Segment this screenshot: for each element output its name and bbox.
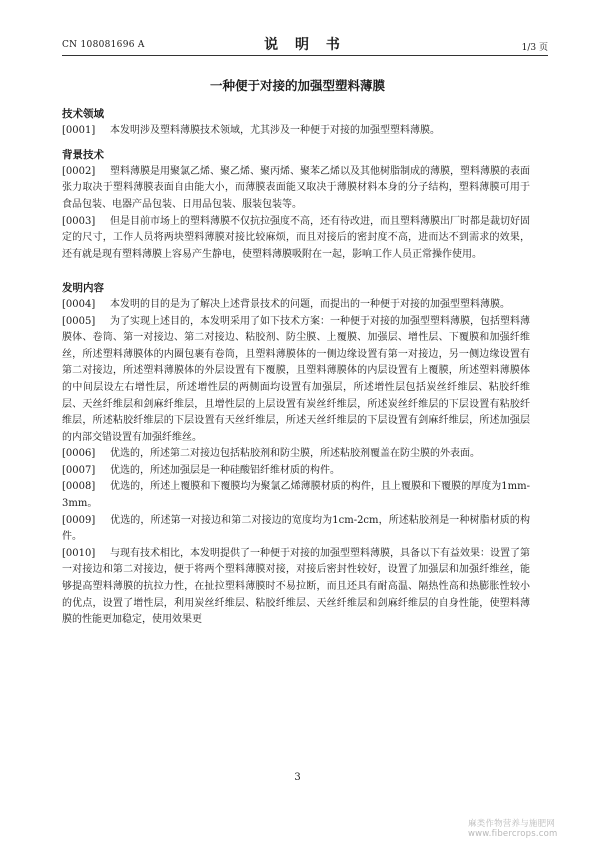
paragraph-text: 优选的，所述上覆膜和下覆膜均为聚氯乙烯薄膜材质的构件，且上覆膜和下覆膜的厚度为1mm-3mm。: [62, 481, 530, 510]
paragraph: [62, 479, 530, 512]
paragraph-number: [0010]: [62, 547, 96, 559]
paragraph-text: 本发明涉及塑料薄膜技术领域，尤其涉及一种便于对接的加强型塑料薄膜。: [110, 124, 440, 136]
page-number: 3: [294, 772, 301, 783]
paragraph-number: [0009]: [62, 514, 96, 526]
paragraph-text: 优选的，所述第一对接边和第二对接边的宽度均为1cm-2cm，所述粘胶剂是一种树脂材质的构件。: [62, 514, 530, 543]
paragraph-text: 本发明的目的是为了解决上述背景技术的问题，而提出的一种便于对接的加强型塑料薄膜。: [110, 298, 510, 310]
paragraph-number: [0001]: [62, 124, 96, 136]
paragraph-text: 与现有技术相比，本发明提供了一种便于对接的加强型塑料薄膜，具备以下有益效果：设置了第一对接边和第二对接边，便于将两个塑料薄膜对接，对接后密封性较好，设置了加强层和加强纤维丝，能够提高塑料薄膜的抗拉力性，在扯拉塑料薄膜时不易拉断，而且还具有耐高温、隔热性高和热膨胀性较小的优点，设置了增性层，利用炭丝纤维层、粘胶纤维层、天丝纤维层和剑麻纤维层的自身性能，使塑料薄膜的性能更加稳定，使用效果更: [62, 547, 530, 626]
page-indicator: 1/3 页: [521, 43, 548, 53]
paragraph: [62, 123, 530, 140]
paragraph: [62, 164, 530, 214]
document-body: [62, 106, 530, 629]
section-heading-summary: 发明内容: [62, 282, 104, 295]
paragraph-text: 优选的，所述第二对接边包括粘胶剂和防尘膜，所述粘胶剂覆盖在防尘膜的外表面。: [110, 448, 480, 460]
paragraph: [62, 314, 530, 447]
paragraph-number: [0005]: [62, 315, 96, 327]
paragraph: [62, 214, 530, 264]
paragraph-number: [0002]: [62, 165, 96, 177]
paragraph: [62, 513, 530, 546]
paragraph-text: 优选的，所述加强层是一种硅酸铝纤维材质的构件。: [110, 464, 340, 476]
paragraph: [62, 446, 530, 463]
paragraph-number: [0007]: [62, 464, 96, 476]
paragraph-text: 但是目前市场上的塑料薄膜不仅抗拉强度不高，还有待改进，而且塑料薄膜出厂时都是裁切好固定的尺寸，工作人员将两块塑料薄膜对接比较麻烦，而且对接后的密封度不高，进而达不到需求的效果，还有就是现有塑料薄膜上容易产生静电，使塑料薄膜吸附在一起，影响工作人员正常操作使用。: [62, 215, 530, 260]
paragraph: [62, 546, 530, 629]
section-heading-background: 背景技术: [62, 149, 104, 162]
paragraph-number: [0004]: [62, 298, 96, 310]
paragraph-text: 为了实现上述目的，本发明采用了如下技术方案：一种便于对接的加强型塑料薄膜，包括塑料薄膜体、卷筒、第一对接边、第二对接边、粘胶剂、防尘膜、上覆膜、加强层、增性层、下覆膜和加强纤维丝，所述塑料薄膜体的内圈包裹有卷筒，且塑料薄膜体的一侧边缘设置有第一对接边，另一侧边缘设置有第二对接边，所述塑料薄膜体的外层设置有下覆膜，且塑料薄膜体的内层设置有上覆膜，所述塑料薄膜体的中间层设左右增性层，所述增性层的两侧面均设置有加强层，所述增性层包括炭丝纤维层、粘胶纤维层、天丝纤维层和剑麻纤维层，且增性层的上层设置有炭丝纤维层，所述炭丝纤维层的下层设置有粘胶纤维层，所述粘胶纤维层的下层设置有天丝纤维层，所述天丝纤维层的下层设置有剑麻纤维层，所述加强层的内部交错设置有加强纤维丝。: [62, 315, 530, 443]
paragraph-number: [0003]: [62, 215, 96, 227]
page-header: [62, 34, 548, 56]
paragraph: [62, 297, 530, 314]
section-heading-technical-field: 技术领域: [62, 108, 104, 120]
website-watermark: 麻类作物营养与施肥网 www.fibercrops.com: [468, 819, 558, 839]
patent-number: CN 108081696 A: [62, 40, 145, 50]
paragraph: [62, 463, 530, 480]
document-title: 一种便于对接的加强型塑料薄膜: [209, 78, 385, 93]
document-type-label: 说 明 书: [264, 37, 346, 53]
paragraph-number: [0008]: [62, 481, 96, 493]
paragraph-text: 塑料薄膜是用聚氯乙烯、聚乙烯、聚丙烯、聚苯乙烯以及其他树脂制成的薄膜，塑料薄膜的表面张力取决于塑料薄膜表面自由能大小，而薄膜表面能又取决于薄膜材料本身的分子结构，塑料薄膜可用于食品包装、电器产品包装、日用品包装、服装包装等。: [62, 165, 530, 210]
header-divider: [62, 55, 548, 56]
paragraph-number: [0006]: [62, 448, 96, 460]
